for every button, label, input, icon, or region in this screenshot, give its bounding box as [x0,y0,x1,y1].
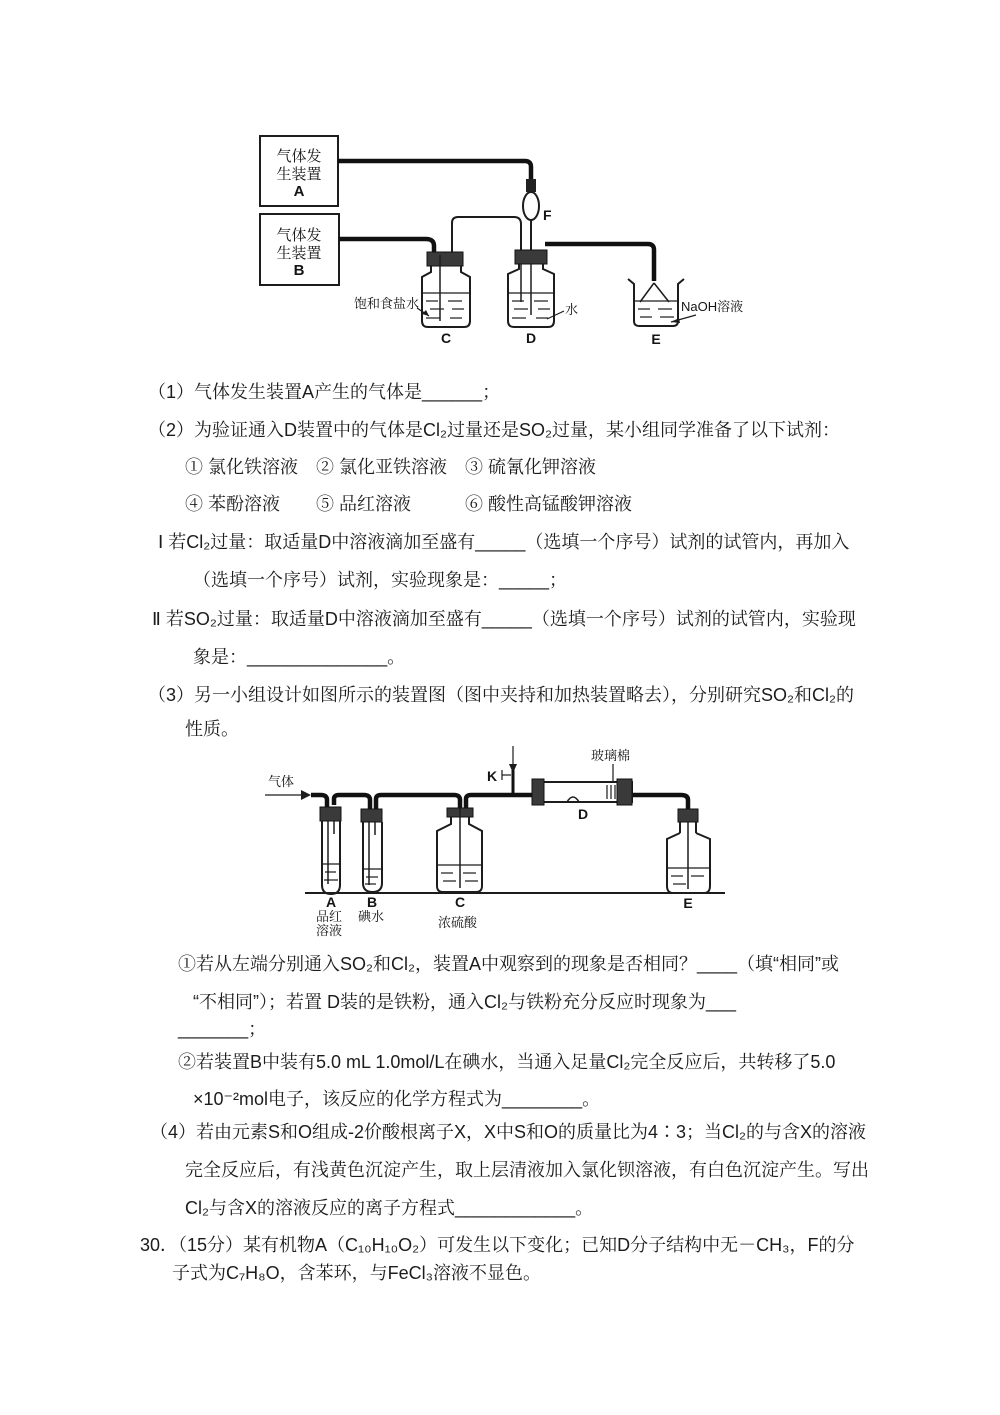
valve-k [487,746,517,795]
brine-annotation [354,296,429,316]
bottle-e2 [667,809,710,911]
gas-label: 气体 [268,774,295,789]
bottle-c2 [437,808,482,930]
conc-h2so4-label: 浓硫酸 [438,915,478,930]
q3-sub1-line2: “不相同”）；若置 D装的是铁粉，通入Cl₂与铁粉充分反应时现象为___ [193,992,737,1012]
water-label: 水 [565,302,579,317]
f-label: F [543,207,552,223]
gas-generator-b-box [260,214,339,285]
box-b-label: 生装置 [276,245,322,262]
q3-sub1-line1: ①若从左端分别通入SO₂和Cl₂，装置A中观察到的现象是否相同？____（填“相同”或 [178,954,840,974]
q2-reagents-row2: ④ 苯酚溶液 ⑤ 品红溶液 ⑥ 酸性高锰酸钾溶液 [185,494,633,514]
gas-inlet [265,774,311,800]
combustion-tube-d [532,748,632,822]
q2-case2-line2: 象是：______________。 [193,647,406,667]
glass-wool-label: 玻璃棉 [591,748,631,763]
box-a-label: 气体发 [276,148,322,165]
q2-case1-line1: Ⅰ 若Cl₂过量：取适量D中溶液滴加至盛有_____（选填一个序号）试剂的试管内，再加入 [158,532,850,552]
brine-label: 饱和食盐水 [354,296,420,311]
naoh-annotation [671,299,743,323]
gas-generator-a-box [260,136,338,206]
rubber-joint [526,179,536,192]
water-annotation [547,302,578,319]
q4-line2: 完全反应后，有浅黄色沉淀产生，取上层清液加入氯化钡溶液，有白色沉淀产生。写出 [185,1160,869,1180]
box-a-label: A [293,183,305,200]
q3-sub1-line3: _______； [178,1019,267,1039]
liquid-c [422,293,470,318]
d-label: D [525,330,537,346]
box-b-label: B [293,262,305,279]
q3-line2: 性质。 [185,719,239,739]
q2-intro: （2）为验证通入D装置中的气体是Cl₂过量还是SO₂过量，某小组同学准备了以下试剂： [148,420,840,440]
q2-case1-line2: （选填一个序号）试剂，实验现象是：_____； [193,570,568,590]
a-label: A [325,894,337,910]
box-b-label: 气体发 [276,227,322,244]
tube-d-to-e [545,244,654,281]
tube-c-to-d [452,217,521,253]
q3-line1: （3）另一小组设计如图所示的装置图（图中夹持和加热装置略去），分别研究SO₂和Cl₂的 [148,685,854,705]
q4-line1: （4）若由元素S和O组成-2价酸根离子X，X中S和O的质量比为4∶3；当Cl₂的与含X的溶液 [150,1122,867,1142]
beaker-e [628,279,684,347]
q30-line2: 子式为C₇H₈O，含苯环，与FeCl₃溶液不显色。 [172,1263,541,1283]
liquid-e [634,301,678,317]
q3-sub2-line2: ×10⁻²mol电子，该反应的化学方程式为________。 [193,1089,601,1109]
test-tube-a [316,807,342,938]
e-label: E [683,895,693,911]
q30-line1: 30．（15分）某有机物A（C₁₀H₁₀O₂）可发生以下变化；已知D分子结构中无－CH₃，F的分 [140,1235,855,1255]
glass-wool-annotation [591,748,630,782]
apparatus-diagram-1 [250,125,760,357]
bottle-d [508,250,554,346]
k-label: K [487,768,498,784]
d-label: D [577,806,589,822]
q2-reagents-row1: ① 氯化铁溶液 ② 氯化亚铁溶液 ③ 硫氰化钾溶液 [185,457,597,477]
e-label: E [651,331,661,347]
fuchsin-label: 品红 [316,909,343,924]
liquid-b [363,869,382,884]
c-label: C [440,330,452,346]
q1-line: （1）气体发生装置A产生的气体是______； [148,382,501,402]
c-label: C [454,894,466,910]
q2-case2-line1: Ⅱ 若SO₂过量：取适量D中溶液滴加至盛有_____（选填一个序号）试剂的试管内，实验现 [152,609,856,629]
iodine-label: 碘水 [358,909,385,924]
q3-sub2-line1: ②若装置B中装有5.0 mL 1.0mol/L在碘水，当通入足量Cl₂完全反应后，共转移了5.0 [178,1052,836,1072]
fuchsin-label: 溶液 [316,923,343,938]
tube-b-to-c [339,239,434,253]
tube-a-to-f [338,161,536,192]
bottle-c [422,252,470,346]
liquid-a [322,864,340,880]
q4-line3: Cl₂与含X的溶液反应的离子方程式____________。 [185,1198,594,1218]
apparatus-diagram-2 [255,738,735,940]
naoh-label: NaOH溶液 [681,299,744,314]
test-tube-b [358,809,384,924]
box-a-label: 生装置 [276,166,322,183]
b-label: B [366,894,378,910]
